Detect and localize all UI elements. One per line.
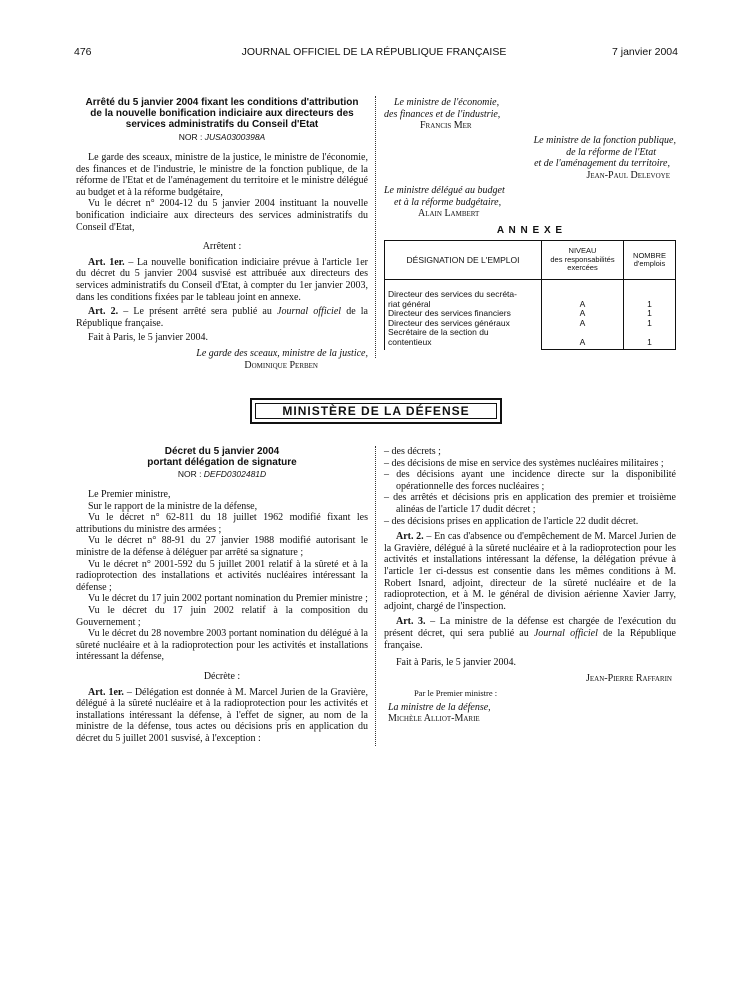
- sig2-title-line: de la réforme de l'Etat: [566, 146, 656, 158]
- sig2-title-line: et de l'aménagement du territoire,: [534, 158, 670, 170]
- sig1-title-line: Le ministre de l'économie,: [394, 97, 500, 108]
- decret-fait: Fait à Paris, le 5 janvier 2004.: [396, 657, 516, 669]
- decret-p6: Vu le décret du 17 juin 2002 portant nomination du Premier ministre ;: [88, 593, 368, 605]
- decret-p4: Vu le décret n° 88-91 du 27 janvier 1988 modifié autorisant le ministre de la défense à déléguer par arrêté sa signature ;: [76, 535, 368, 558]
- nombre-value: 1: [647, 336, 652, 347]
- arrete-art2: [76, 306, 368, 329]
- sig3-name: Alain Lambert: [418, 208, 480, 220]
- arrete-section: [76, 97, 368, 371]
- ministere-banner: [250, 398, 502, 424]
- sig2-name: Jean-Paul Delevoye: [586, 169, 670, 181]
- decret-right-column: [384, 446, 676, 724]
- header-designation: DÉSIGNATION DE L'EMPLOI: [385, 241, 542, 280]
- art2-label: Art. 2.: [88, 306, 119, 318]
- header-niveau-line: NIVEAU: [568, 246, 597, 256]
- decret-p2: Sur le rapport de la ministre de la défense,: [88, 500, 258, 512]
- exception-item: – des décrets ;: [384, 446, 441, 457]
- designation-text: contentieux: [388, 336, 432, 347]
- column-divider-top: [375, 96, 376, 358]
- decret-art1: [76, 687, 368, 745]
- column-divider-bottom: [375, 446, 376, 746]
- arrete-title-line: services administratifs du Conseil d'Etat: [125, 119, 319, 130]
- nombre-value: 1: [647, 317, 652, 328]
- art1-text: – La nouvelle bonification indiciaire prévue à l'article 1er du décret du 5 janvier 2004 susvisé est attribuée aux directeurs des services administratifs du Conseil d'Etat, à compter du 1er janvier 2003, dans les conditions fixées par le tableau joint en annexe.: [76, 256, 368, 303]
- arrete-vu: Vu le décret n° 2004-12 du 5 janvier 2004 instituant la nouvelle bonification indiciaire aux directeurs des services administratifs du Conseil d'Etat,: [76, 198, 368, 233]
- niveau-value: A: [579, 308, 586, 319]
- niveau-cell: [542, 280, 624, 350]
- arrete-arretent: Arrêtent :: [202, 241, 242, 253]
- nor-code: DEFD0302481D: [203, 469, 267, 479]
- header-niveau: [542, 241, 624, 280]
- decret-p8: Vu le décret du 28 novembre 2003 portant nomination du délégué à la sûreté nucléaire et à la radioprotection pour les activités et installations intéressant la défense,: [76, 628, 368, 663]
- art3-text: – La ministre de la défense est chargée de l'exécution du présent décret, qui sera publié au: [384, 616, 676, 639]
- art3-text-end: de la République française.: [384, 627, 676, 651]
- header-nombre-line: NOMBRE: [633, 250, 666, 260]
- header-nombre: [624, 241, 676, 280]
- decret-p7: Vu le décret du 17 juin 2002 relatif à la composition du Gouvernement ;: [76, 604, 368, 628]
- decret-p5: Vu le décret n° 2001-592 du 5 juillet 2001 relatif à la sûreté et à la radioprotection des installations et activités nucléaires intéressant la défense ;: [76, 558, 368, 593]
- sig3-title-line: et à la réforme budgétaire,: [394, 196, 502, 208]
- decret-art2: [384, 531, 676, 612]
- exception-item: – des décisions de mise en service des systèmes nucléaires militaires ;: [384, 457, 664, 469]
- art1-label: Art. 1er.: [88, 256, 125, 268]
- ministre-title: La ministre de la défense,: [388, 701, 491, 713]
- sig1-title-line: des finances et de l'industrie,: [384, 108, 501, 120]
- decret-title-line: portant délégation de signature: [147, 457, 297, 468]
- nombre-value: 1: [647, 308, 652, 319]
- decret-title: [76, 446, 368, 468]
- arrete-sig-title: Le garde des sceaux, ministre de la justice,: [196, 347, 368, 359]
- designation-text: Secrétaire de la section du: [388, 327, 489, 338]
- art2-label: Art. 2.: [396, 531, 424, 543]
- arrete-nor: [76, 132, 368, 142]
- designation-text: Directeur des services financiers: [388, 308, 511, 319]
- exception-item: – des décisions prises en application de l'article 22 dudit décret.: [384, 515, 639, 527]
- art2-text: – En cas d'absence ou d'empêchement de M. Marcel Jurien de la Gravière, délégué à la sûreté nucléaire et à la radioprotection pour les activités et installations intéressant la défense, la délégation prévue à l'article 1er ci-dessus est consentie dans les mêmes conditions à M. Robert Isnard, adjoint, directeur de la sûreté nucléaire et de la radioprotection, et à M. le général de division aérienne Xavier Jarry, adjoint, chargé de l'inspection.: [384, 531, 676, 612]
- decret-decrete: Décrète :: [203, 670, 241, 682]
- arrete-right-signatures: [384, 97, 676, 350]
- table-row: [385, 280, 676, 350]
- decret-p1: Le Premier ministre,: [88, 489, 171, 500]
- exception-item: – des arrêtés et décisions pris en application des premier et troisième alinéas de l'article 17 dudit décret ;: [384, 492, 676, 515]
- decret-section: [76, 446, 368, 744]
- nor-label: NOR :: [177, 469, 204, 479]
- journal-title: JOURNAL OFFICIEL DE LA RÉPUBLIQUE FRANÇAISE: [241, 46, 507, 58]
- arrete-title-line: Arrêté du 5 janvier 2004 fixant les conditions d'attribution: [85, 97, 359, 108]
- decret-sig-name: Jean-Pierre Raffarin: [586, 672, 672, 684]
- ministre-name: Michèle Alliot-Marie: [388, 713, 480, 725]
- designation-text: Directeur des services généraux: [388, 317, 510, 328]
- designation-text: Directeur des services du secréta-: [388, 289, 517, 300]
- decret-art3: [384, 616, 676, 651]
- journal-officiel-ref: Journal officiel: [277, 306, 342, 318]
- art2-text-end: de la République française.: [76, 306, 368, 329]
- arrete-intro: Le garde des sceaux, ministre de la justice, le ministre de l'économie, des finances et de l'industrie, le ministre de la fonction publique, de la réforme de l'Etat et de l'aménagement du territoire et le ministre délégué au budget et à la réforme budgétaire,: [76, 152, 368, 198]
- nombre-cell: [624, 280, 676, 350]
- nor-label: NOR :: [178, 132, 205, 142]
- annexe-title: A N N E X E: [496, 225, 564, 237]
- header-date: 7 janvier 2004: [612, 46, 678, 58]
- header-niveau-line: des responsabilités: [550, 254, 615, 264]
- decret-p3: Vu le décret n° 62-811 du 18 juillet 1962 modifié fixant les attributions du ministre des armées ;: [76, 512, 368, 535]
- header-nombre-line: d'emplois: [633, 259, 666, 269]
- arrete-fait: Fait à Paris, le 5 janvier 2004.: [88, 332, 208, 344]
- art1-text: – Délégation est donnée à M. Marcel Jurien de la Gravière, délégué à la sûreté nucléaire et à la radioprotection pour les activités et installations intéressant la défense, à l'effet de signer, au nom de la ministre de la défense, tous actes ou décisions pris en application du décret du 5 juillet 2001 susvisé, à l'exception :: [76, 686, 368, 744]
- header-niveau-line: exercées: [567, 263, 598, 273]
- page-number: 476: [74, 46, 92, 58]
- niveau-value: A: [579, 317, 586, 328]
- niveau-value: A: [579, 336, 586, 347]
- sig3-title-line: Le ministre délégué au budget: [384, 184, 505, 196]
- decret-title-line: Décret du 5 janvier 2004: [164, 446, 280, 457]
- journal-officiel-ref: Journal officiel: [533, 627, 598, 639]
- designation-cell: [385, 280, 542, 350]
- arrete-title: [76, 97, 368, 130]
- ministere-banner-text: MINISTÈRE DE LA DÉFENSE: [255, 403, 497, 419]
- nombre-value: 1: [647, 298, 652, 309]
- arrete-art1: [76, 257, 368, 303]
- designation-text: riat général: [388, 298, 431, 309]
- annexe-table: [384, 240, 676, 350]
- sig2-title-line: Le ministre de la fonction publique,: [533, 135, 676, 147]
- sig1-name: Francis Mer: [420, 120, 472, 132]
- table-header-row: [385, 241, 676, 280]
- exception-item: – des décisions ayant une incidence directe sur la disponibilité opérationnelle des forces nucléaires ;: [384, 469, 676, 492]
- art1-label: Art. 1er.: [88, 686, 124, 698]
- arrete-title-line: de la nouvelle bonification indiciaire aux directeurs des: [90, 108, 354, 119]
- niveau-value: A: [579, 298, 586, 309]
- par-le-premier-ministre: Par le Premier ministre :: [414, 687, 498, 698]
- arrete-sig-name: Dominique Perben: [244, 359, 318, 371]
- decret-nor: [76, 469, 368, 479]
- nor-code: JUSA0300398A: [204, 132, 266, 142]
- art3-label: Art. 3.: [396, 616, 426, 628]
- art2-text: – Le présent arrêté sera publié au: [118, 306, 278, 318]
